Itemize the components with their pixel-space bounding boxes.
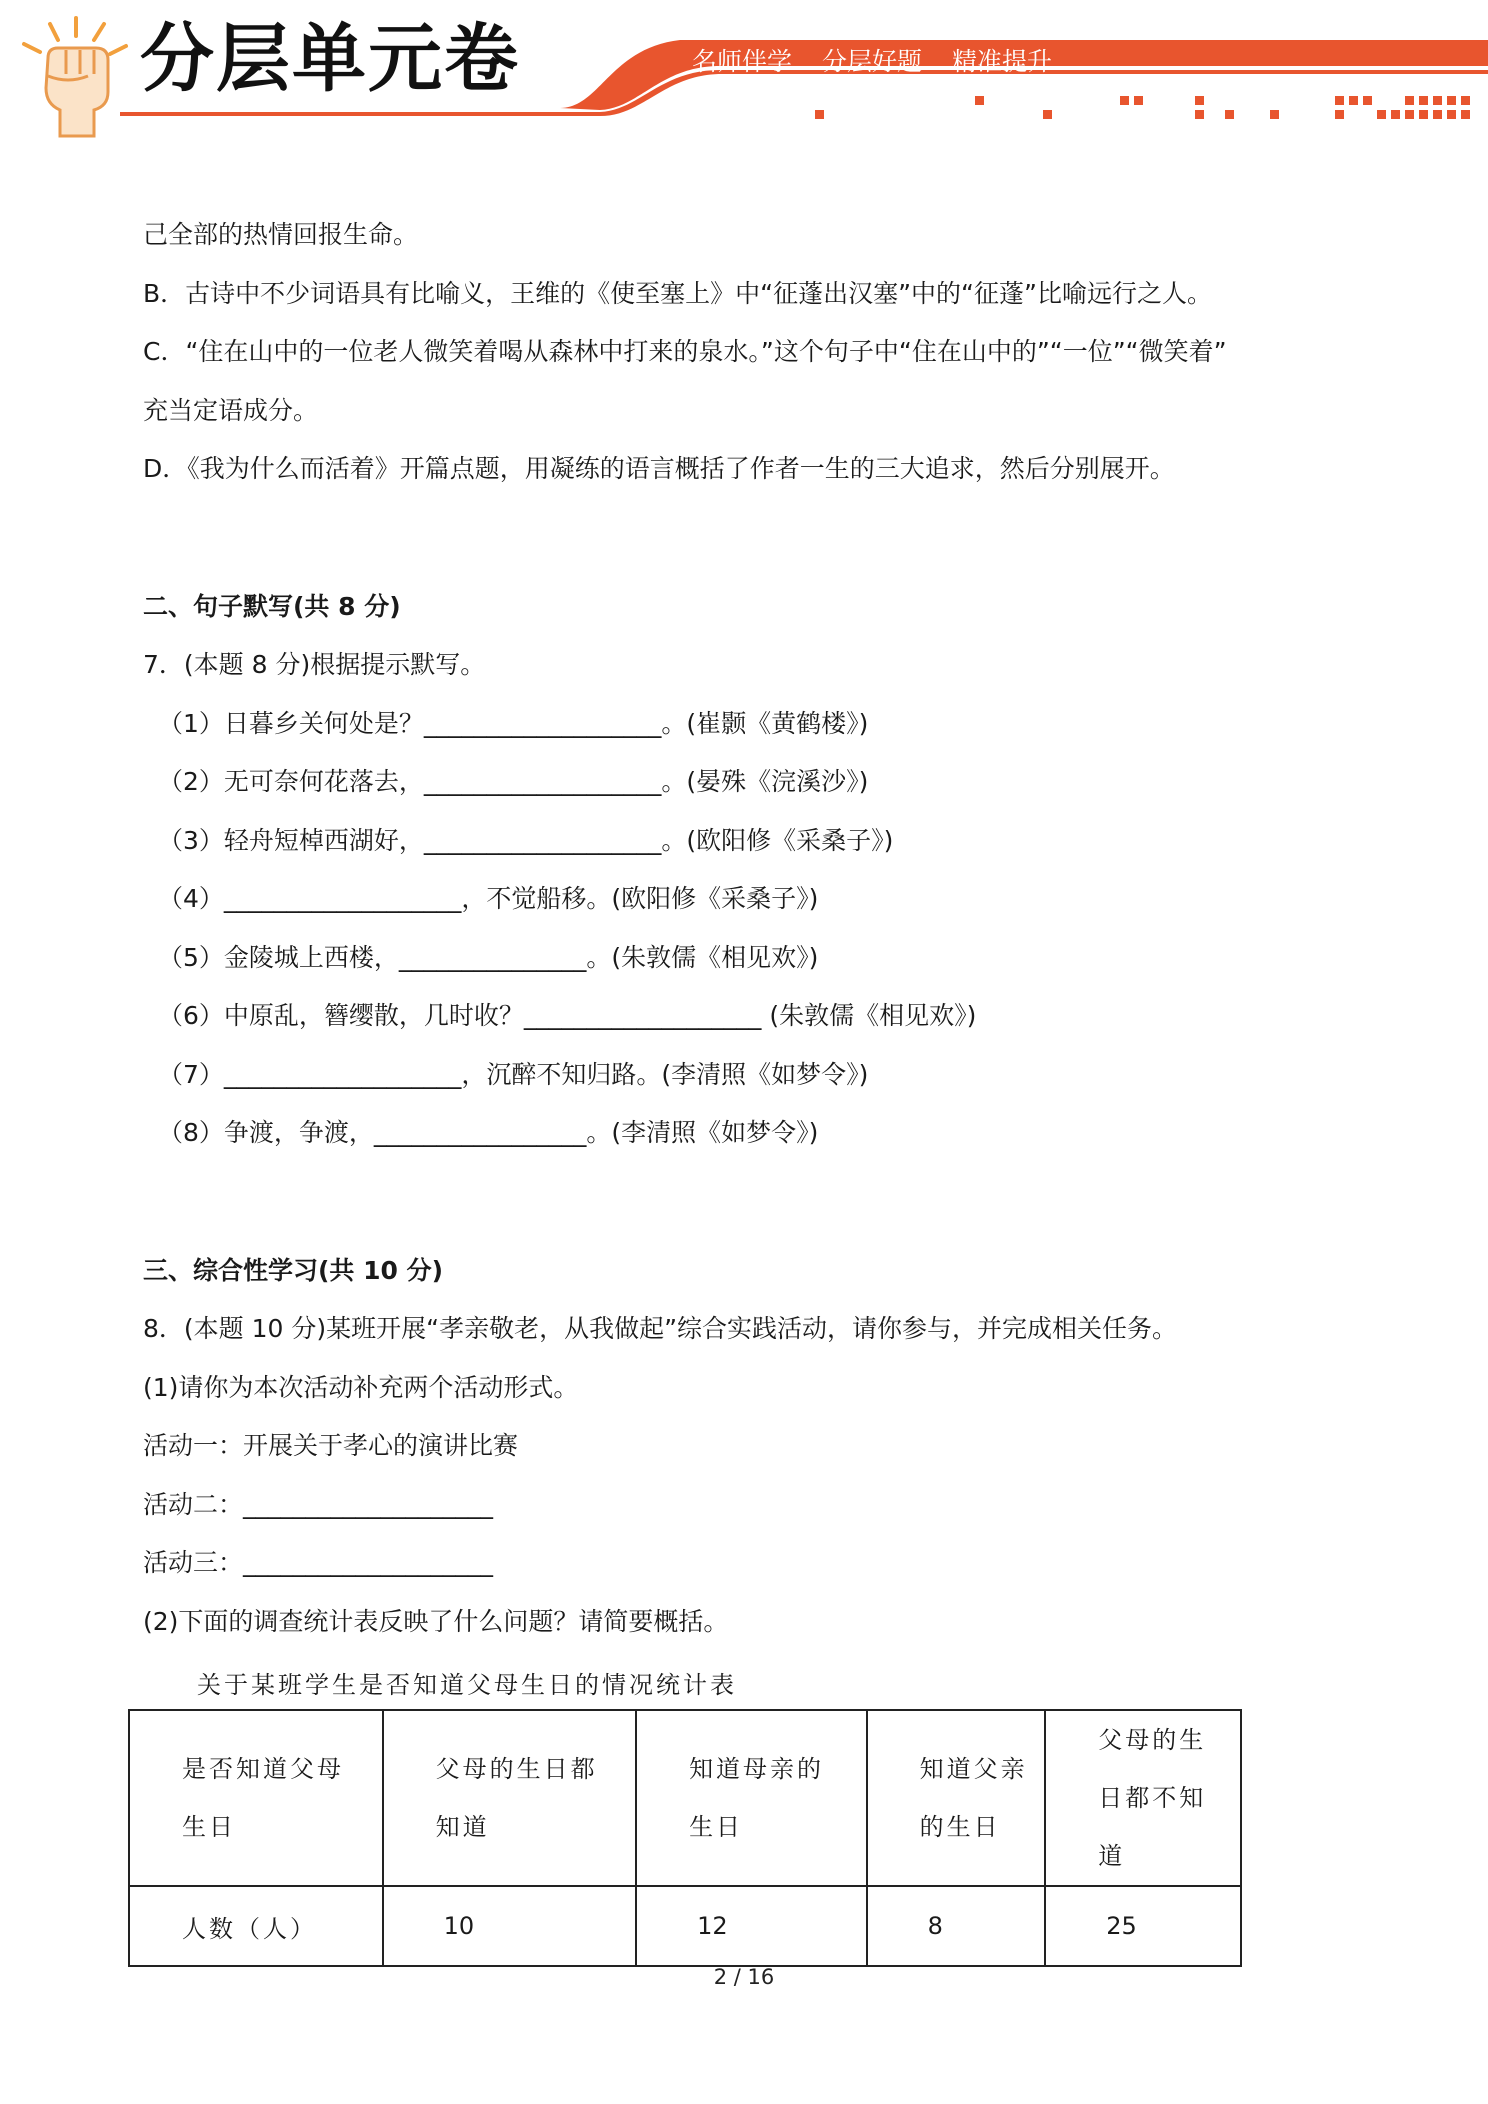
table-cell: 25: [1045, 1886, 1241, 1966]
activity-2: 活动二：____________________: [143, 1490, 494, 1519]
dictation-item-7: （7）___________________，沉醉不知归路。(李清照《如梦令》): [158, 1060, 869, 1089]
dictation-item-3: （3）轻舟短棹西湖好，___________________。(欧阳修《采桑子》): [158, 826, 894, 855]
dictation-item-8: （8）争渡，争渡，_________________。(李清照《如梦令》): [158, 1118, 819, 1147]
question-8-part-1: (1)请你为本次活动补充两个活动形式。: [143, 1373, 579, 1402]
slogan-1: 名师伴学: [692, 47, 793, 76]
question-8-part-2: (2)下面的调查统计表反映了什么问题？请简要概括。: [143, 1607, 729, 1636]
text-line: 己全部的热情回报生命。: [143, 220, 419, 249]
table-header-cell: 知道父亲的生日: [867, 1710, 1046, 1886]
dictation-item-5: （5）金陵城上西楼，_______________。(朱敦儒《相见欢》): [158, 943, 819, 972]
dictation-item-6: （6）中原乱，簪缨散，几时收？___________________ (朱敦儒《相见欢》): [158, 1001, 977, 1030]
table-cell: 10: [383, 1886, 636, 1966]
header-slogans: [692, 42, 1074, 78]
dictation-item-2: （2）无可奈何花落去，___________________。(晏殊《浣溪沙》): [158, 767, 869, 796]
section-title-dictation: 二、句子默写(共 8 分): [143, 592, 401, 621]
table-header-cell: 父母的生日都不知道: [1045, 1710, 1241, 1886]
option-d: D．《我为什么而活着》开篇点题，用凝练的语言概括了作者一生的三大追求，然后分别展开。: [143, 454, 1175, 483]
activity-1: 活动一：开展关于孝心的演讲比赛: [143, 1431, 519, 1460]
section-title-comprehensive: 三、综合性学习(共 10 分): [143, 1256, 444, 1285]
activity-3: 活动三：____________________: [143, 1548, 494, 1577]
table-header-row: [129, 1710, 1241, 1886]
table-header-cell: 知道母亲的生日: [636, 1710, 867, 1886]
table-header-cell: 是否知道父母生日: [129, 1710, 383, 1886]
dictation-item-1: （1）日暮乡关何处是？___________________。(崔颢《黄鹤楼》): [158, 709, 869, 738]
table-row: [129, 1886, 1241, 1966]
slogan-2: 分层好题: [821, 47, 922, 76]
dictation-item-4: （4）___________________，不觉船移。(欧阳修《采桑子》): [158, 884, 819, 913]
brand-title: 分层单元卷: [140, 16, 520, 102]
table-cell: 8: [867, 1886, 1046, 1966]
table-header-cell: 父母的生日都知道: [383, 1710, 636, 1886]
slogan-3: 精准提升: [951, 47, 1052, 76]
survey-table-title: 关于某班学生是否知道父母生日的情况统计表: [197, 1671, 737, 1699]
table-cell: 12: [636, 1886, 867, 1966]
page-number: 2 / 16: [713, 1965, 775, 1989]
table-row-label: 人数（人）: [129, 1886, 383, 1966]
option-c: C．“住在山中的一位老人微笑着喝从森林中打来的泉水。”这个句子中“住在山中的”“一位”“微笑着”: [143, 337, 1227, 366]
option-c-continued: 充当定语成分。: [143, 396, 319, 425]
survey-table: [128, 1709, 1242, 1967]
question-8: 8．(本题 10 分)某班开展“孝亲敬老，从我做起”综合实践活动，请你参与，并完成相关任务。: [143, 1314, 1178, 1343]
question-7: 7．(本题 8 分)根据提示默写。: [143, 650, 486, 679]
page-header: [0, 0, 1488, 130]
raised-fist-icon: [18, 14, 133, 139]
option-b: B．古诗中不少词语具有比喻义，王维的《使至塞上》中“征蓬出汉塞”中的“征蓬”比喻远行之人。: [143, 279, 1212, 308]
